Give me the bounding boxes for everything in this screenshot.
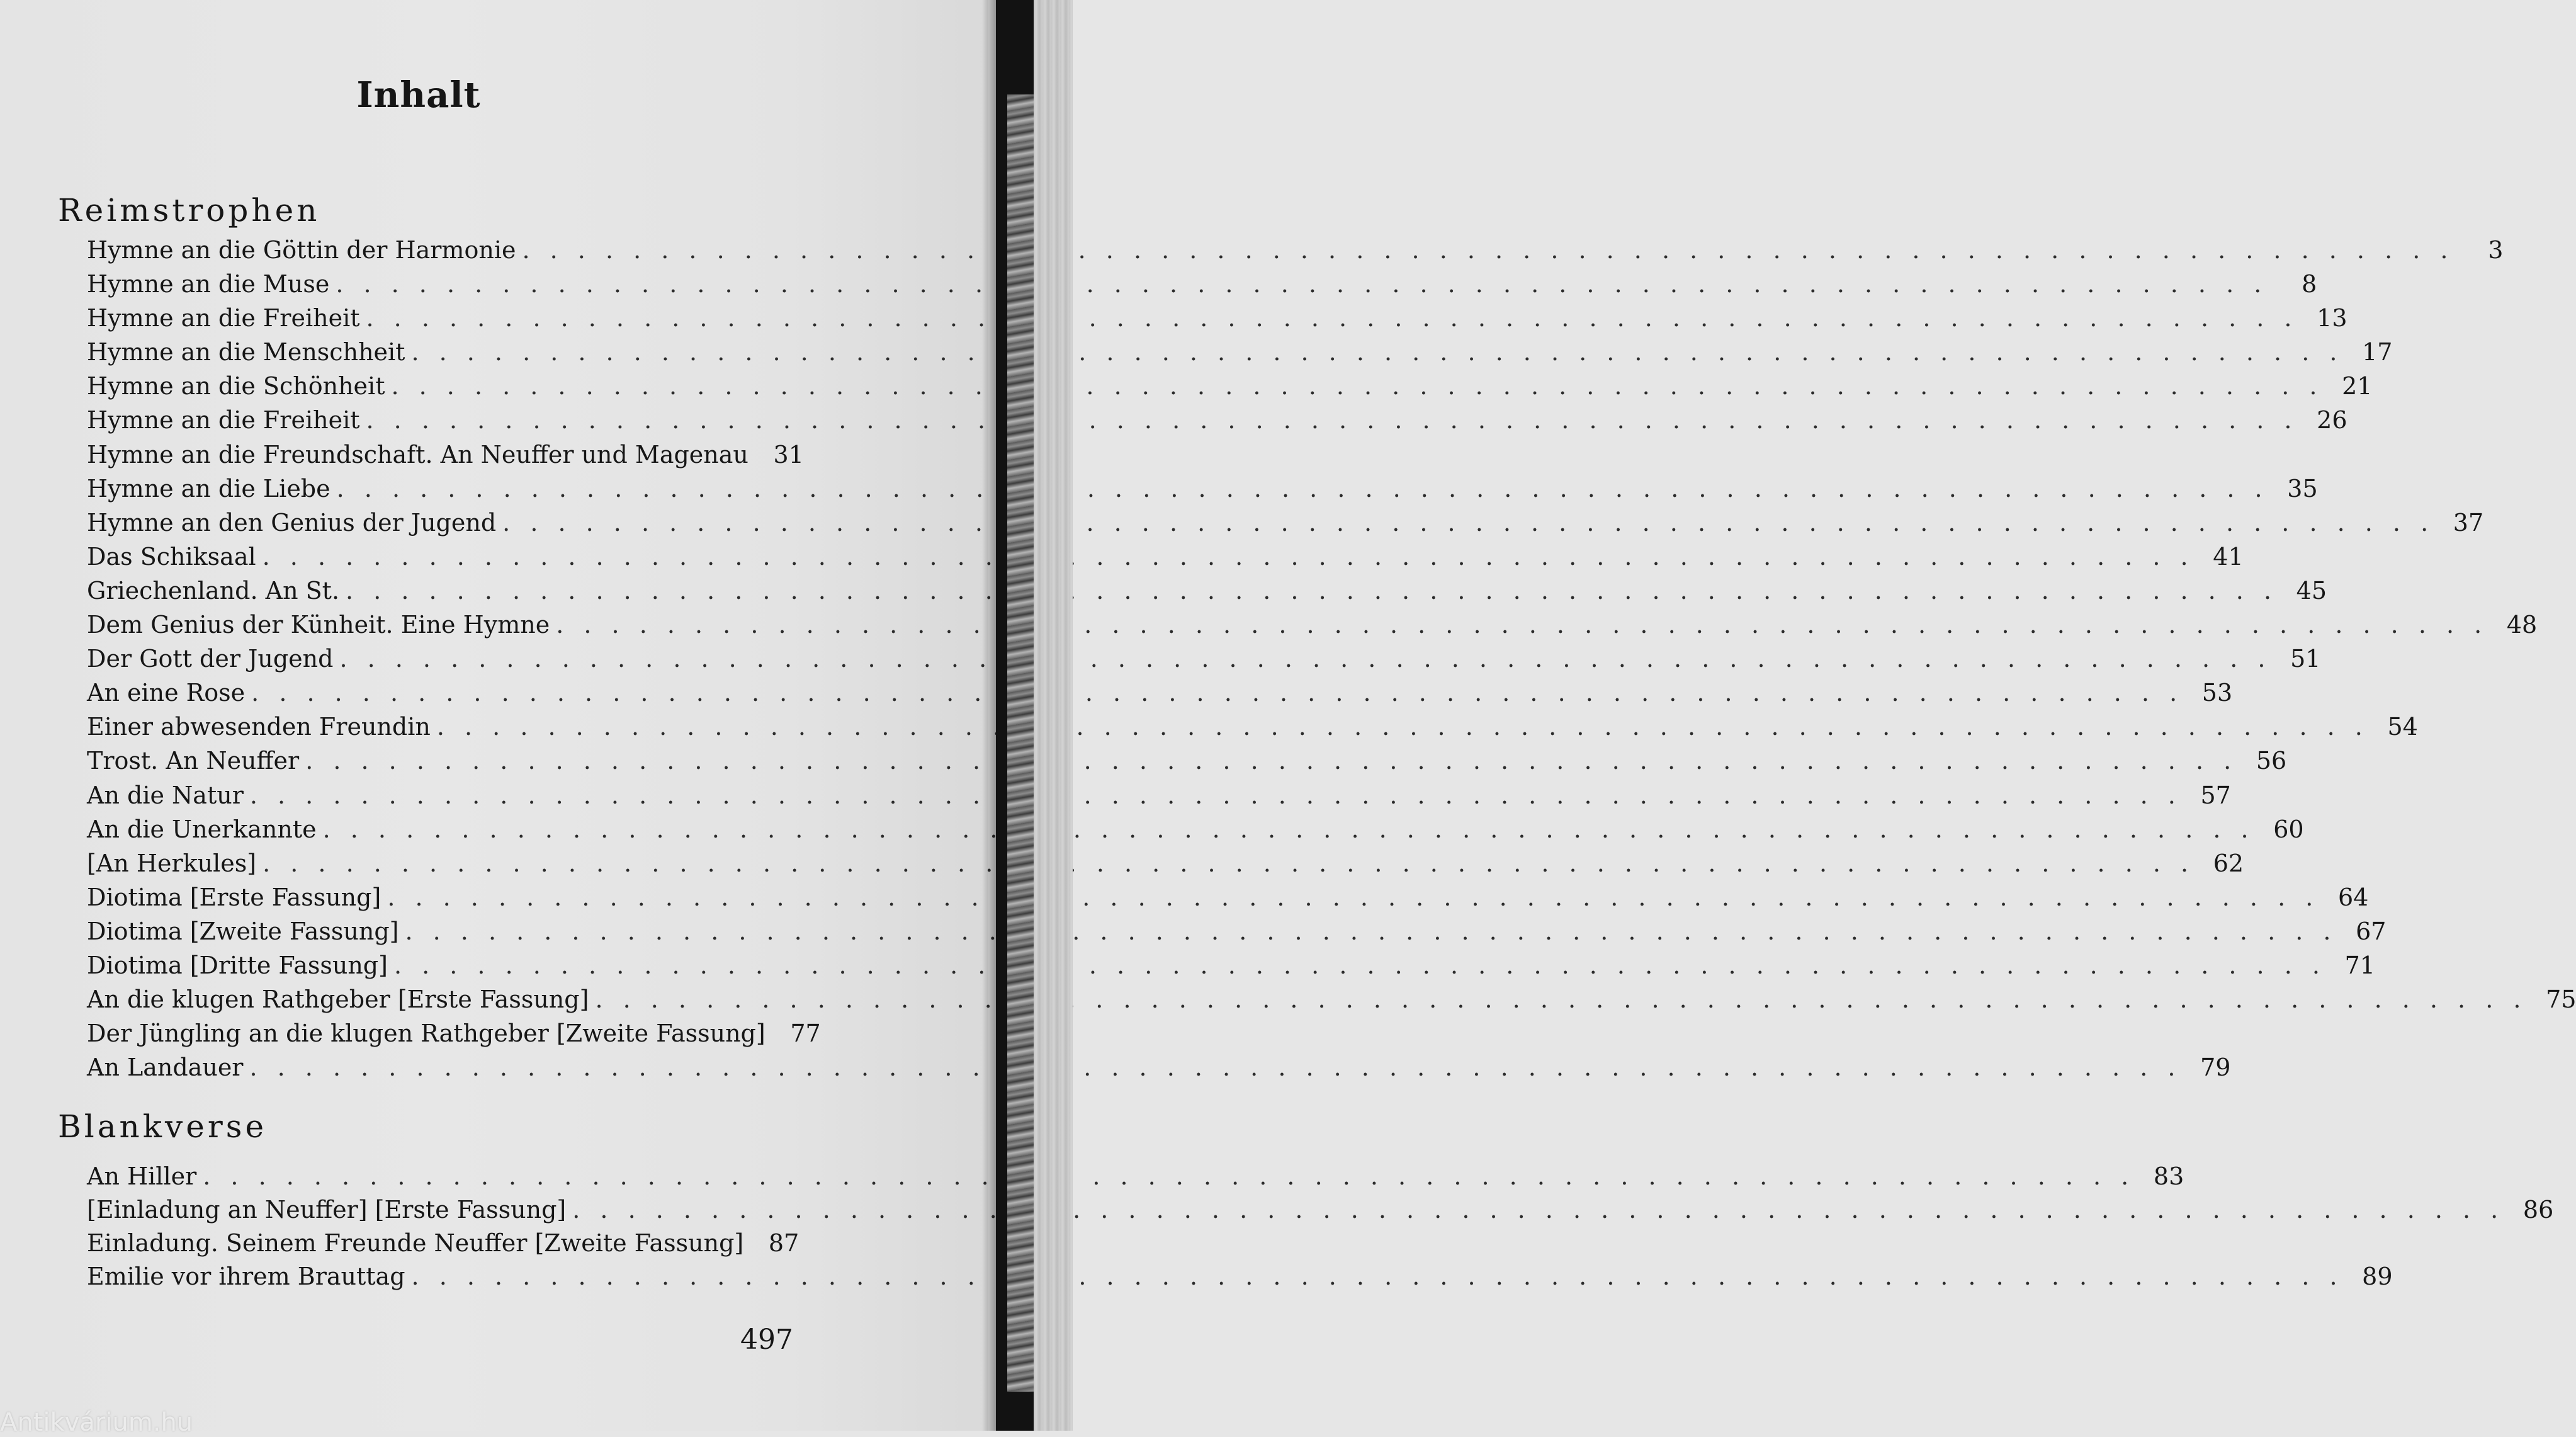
toc-entry-title: Diotima [Zweite Fassung] <box>87 917 399 945</box>
toc-entry <box>87 540 2244 574</box>
toc-entry-title: Hymne an die Menschheit <box>87 338 405 366</box>
toc-dot-leader <box>323 812 2255 846</box>
toc-dot-leader <box>366 403 2298 437</box>
gutter-shadow <box>982 0 996 1431</box>
toc-entry-page: 53 <box>2201 679 2233 707</box>
marbled-endpaper <box>1007 94 1036 1392</box>
toc-dot-leader <box>251 676 2183 710</box>
toc-dot-leader <box>305 744 2237 778</box>
toc-entry-title: Hymne an die Freiheit <box>87 406 360 435</box>
section-heading-reimstrophen: Reimstrophen <box>58 192 320 229</box>
toc-entry <box>87 233 2504 267</box>
toc-entry-page: 75 <box>2546 985 2576 1014</box>
toc-entry <box>87 1260 2393 1293</box>
toc-entry-page: 13 <box>2317 304 2347 332</box>
toc-entry-page: 56 <box>2256 747 2287 775</box>
toc-entry-page: 86 <box>2522 1196 2554 1224</box>
section-heading-blankverse: Blankverse <box>58 1108 268 1145</box>
toc-entry-title: [Einladung an Neuffer] [Erste Fassung] <box>87 1196 567 1224</box>
toc-entry-title: An Hiller <box>87 1162 197 1190</box>
toc-entry-title: Einer abwesenden Freundin <box>87 713 431 741</box>
toc-entry-title: Diotima [Dritte Fassung] <box>87 951 388 979</box>
toc-entry-page: 51 <box>2290 645 2321 673</box>
toc-dot-leader <box>336 267 2268 301</box>
toc-dot-leader <box>412 1260 2344 1293</box>
toc-entry-title: Der Gott der Jugend <box>87 645 334 673</box>
toc-dot-leader <box>572 1193 2504 1227</box>
toc-dot-leader <box>337 472 2269 506</box>
toc-entry <box>87 301 2347 335</box>
toc-entry <box>87 267 2317 301</box>
page-number: 497 <box>740 1324 793 1356</box>
toc-entry <box>87 744 2287 778</box>
toc-entry <box>87 1193 2554 1227</box>
toc-entry-title: An die Unerkannte <box>87 815 317 843</box>
toc-entry-page: 62 <box>2213 849 2244 877</box>
book-edge <box>1034 0 1073 1431</box>
toc-entry-title: An Landauer <box>87 1054 244 1082</box>
toc-dot-leader <box>405 914 2337 948</box>
toc-dot-leader <box>502 506 2434 540</box>
toc-dot-leader <box>339 642 2271 676</box>
toc-entry-title: An die klugen Rathgeber [Erste Fassung] <box>87 985 589 1014</box>
toc-entry <box>87 846 2244 880</box>
toc-list-blankverse <box>87 1160 2554 1293</box>
toc-dot-leader <box>595 982 2527 1016</box>
toc-entry-title: Diotima [Erste Fassung] <box>87 883 381 911</box>
toc-entry-title: An eine Rose <box>87 679 246 707</box>
toc-entry <box>87 676 2233 710</box>
toc-entry-page: 26 <box>2317 406 2347 435</box>
toc-entry-page: 21 <box>2342 372 2373 400</box>
toc-entry-page: 57 <box>2200 781 2231 809</box>
toc-dot-leader <box>346 574 2278 608</box>
toc-dot-leader <box>391 369 2323 403</box>
toc-entry-page: 67 <box>2356 917 2387 945</box>
toc-entry <box>87 948 2375 982</box>
toc-entry <box>87 812 2304 846</box>
toc-entry-page: 37 <box>2453 508 2484 537</box>
toc-entry-page: 79 <box>2200 1054 2231 1082</box>
toc-entry-title: Griechenland. An St. <box>87 576 340 605</box>
toc-entry <box>87 880 2369 914</box>
toc-entry-page: 45 <box>2296 576 2327 605</box>
toc-entry-page: 41 <box>2213 542 2244 571</box>
toc-dot-leader <box>250 778 2182 812</box>
toc-entry-title: Emilie vor ihrem Brauttag <box>87 1263 405 1290</box>
toc-entry <box>87 982 2576 1016</box>
toc-entry-page: 77 <box>790 1020 821 1048</box>
toc-entry <box>87 914 2387 948</box>
toc-entry <box>87 574 2327 608</box>
toc-entry-page: 83 <box>2153 1162 2184 1190</box>
toc-entry-title: Der Jüngling an die klugen Rathgeber [Zweite Fassung] <box>87 1020 765 1048</box>
toc-dot-leader <box>437 710 2369 744</box>
toc-entry <box>87 403 2347 437</box>
toc-entry-title: Hymne an die Liebe <box>87 474 330 503</box>
toc-entry-page: 89 <box>2362 1263 2393 1290</box>
toc-dot-leader <box>203 1160 2135 1193</box>
toc-dot-leader <box>556 608 2488 642</box>
toc-entry-page: 60 <box>2273 815 2304 843</box>
toc-entry <box>87 710 2418 744</box>
toc-entry-page: 35 <box>2287 474 2318 503</box>
toc-entry <box>87 1016 821 1050</box>
toc-list-reimstrophen <box>87 233 2576 1084</box>
toc-entry <box>87 369 2373 403</box>
toc-entry <box>87 438 804 472</box>
toc-entry-title: Dem Genius der Künheit. Eine Hymne <box>87 611 550 639</box>
toc-entry-title: [An Herkules] <box>87 849 257 877</box>
toc-dot-leader <box>366 301 2298 335</box>
toc-entry-title: Einladung. Seinem Freunde Neuffer [Zweite Fassung] <box>87 1229 744 1257</box>
toc-entry <box>87 1050 2231 1084</box>
toc-dot-leader <box>263 846 2195 880</box>
toc-dot-leader <box>394 948 2326 982</box>
toc-entry-page: 71 <box>2344 951 2375 979</box>
toc-entry <box>87 608 2538 642</box>
toc-entry-title: An die Natur <box>87 781 244 809</box>
toc-entry <box>87 1227 799 1260</box>
toc-entry <box>87 335 2393 369</box>
toc-entry-page: 17 <box>2362 338 2393 366</box>
toc-dot-leader <box>411 335 2343 369</box>
toc-entry <box>87 1160 2184 1193</box>
page-title: Inhalt <box>356 74 481 116</box>
toc-entry-title: Hymne an die Freiheit <box>87 304 360 332</box>
toc-entry-title: Trost. An Neuffer <box>87 747 300 775</box>
toc-entry-page: 8 <box>2302 270 2317 298</box>
toc-entry-title: Hymne an den Genius der Jugend <box>87 508 497 537</box>
watermark: Antikvárium.hu <box>0 1408 193 1437</box>
toc-entry-page: 48 <box>2506 611 2538 639</box>
toc-entry-page: 3 <box>2488 236 2504 264</box>
toc-entry <box>87 642 2321 676</box>
toc-entry-page: 87 <box>768 1229 799 1257</box>
toc-entry <box>87 778 2231 812</box>
toc-entry <box>87 472 2318 506</box>
toc-dot-leader <box>263 540 2195 574</box>
toc-dot-leader <box>387 880 2319 914</box>
toc-entry-page: 54 <box>2387 713 2418 741</box>
toc-entry-title: Hymne an die Göttin der Harmonie <box>87 236 516 264</box>
toc-dot-leader <box>249 1050 2181 1084</box>
toc-entry <box>87 506 2484 540</box>
toc-entry-page: 64 <box>2337 883 2369 911</box>
toc-entry-title: Hymne an die Freundschaft. An Neuffer und Magenau <box>87 440 749 469</box>
toc-entry-page: 31 <box>773 440 804 469</box>
toc-entry-title: Hymne an die Muse <box>87 270 330 298</box>
toc-dot-leader <box>522 233 2454 267</box>
toc-entry-title: Das Schiksaal <box>87 542 256 571</box>
toc-entry-title: Hymne an die Schönheit <box>87 372 385 400</box>
